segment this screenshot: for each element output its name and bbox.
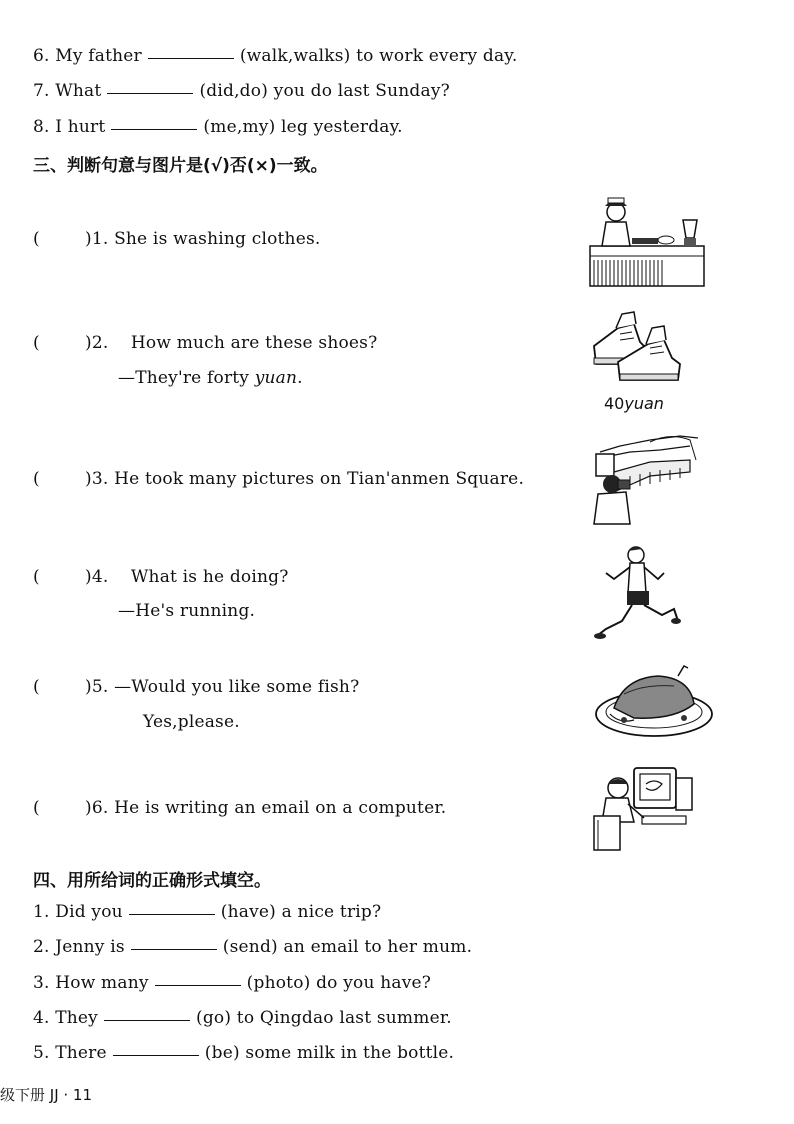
answer-blank[interactable] [104,1019,190,1021]
fill-line-s4-1: 1. Did you (have) a nice trip? [33,902,382,922]
fill-line-s4-4: 4. They (go) to Qingdao last summer. [33,1008,452,1028]
fill-line-s4-2: 2. Jenny is (send) an email to her mum. [33,937,473,957]
judge-item-4-sub: —He's running. [118,601,256,621]
section-4-title: 四、用所给词的正确形式填空。 [33,871,271,891]
judge-item-6: ( )6. He is writing an email on a computer. [33,798,447,818]
answer-paren[interactable]: ( [33,798,40,818]
answer-blank[interactable] [129,913,215,915]
answer-blank[interactable] [155,984,241,986]
kitchen-cooking-illustration [588,190,706,288]
answer-paren[interactable]: ( [33,469,40,489]
section-3-title: 三、判断句意与图片是(√)否(×)一致。 [33,156,328,176]
roast-dish-illustration [594,664,714,740]
fill-line-6: 6. My father (walk,walks) to work every day. [33,46,518,66]
great-wall-photographer-illustration [590,432,700,527]
fill-line-s4-5: 5. There (be) some milk in the bottle. [33,1043,455,1063]
fill-line-7: 7. What (did,do) you do last Sunday? [33,81,450,101]
fill-line-s4-3: 3. How many (photo) do you have? [33,973,432,993]
answer-blank[interactable] [111,128,197,130]
answer-blank[interactable] [148,57,234,59]
answer-paren[interactable]: ( [33,567,40,587]
judge-item-2: ( )2. How much are these shoes? [33,333,378,353]
answer-blank[interactable] [107,92,193,94]
computer-user-illustration [588,764,700,852]
fill-line-8: 8. I hurt (me,my) leg yesterday. [33,117,403,137]
judge-item-5-sub: Yes,please. [143,712,240,732]
answer-blank[interactable] [113,1054,199,1056]
running-boy-illustration [592,543,682,643]
answer-paren[interactable]: ( [33,677,40,697]
judge-item-3: ( )3. He took many pictures on Tian'anmen Square. [33,469,525,489]
price-caption: 40yuan [604,394,664,413]
judge-item-1: ( )1. She is washing clothes. [33,229,321,249]
judge-item-2-sub: —They're forty yuan. [118,368,303,388]
sneakers-illustration [588,306,684,384]
judge-item-5: ( )5. —Would you like some fish? [33,677,360,697]
judge-item-4: ( )4. What is he doing? [33,567,289,587]
page-footer: 级下册 JJ · 11 [0,1086,93,1104]
answer-paren[interactable]: ( [33,333,40,353]
answer-paren[interactable]: ( [33,229,40,249]
answer-blank[interactable] [131,948,217,950]
